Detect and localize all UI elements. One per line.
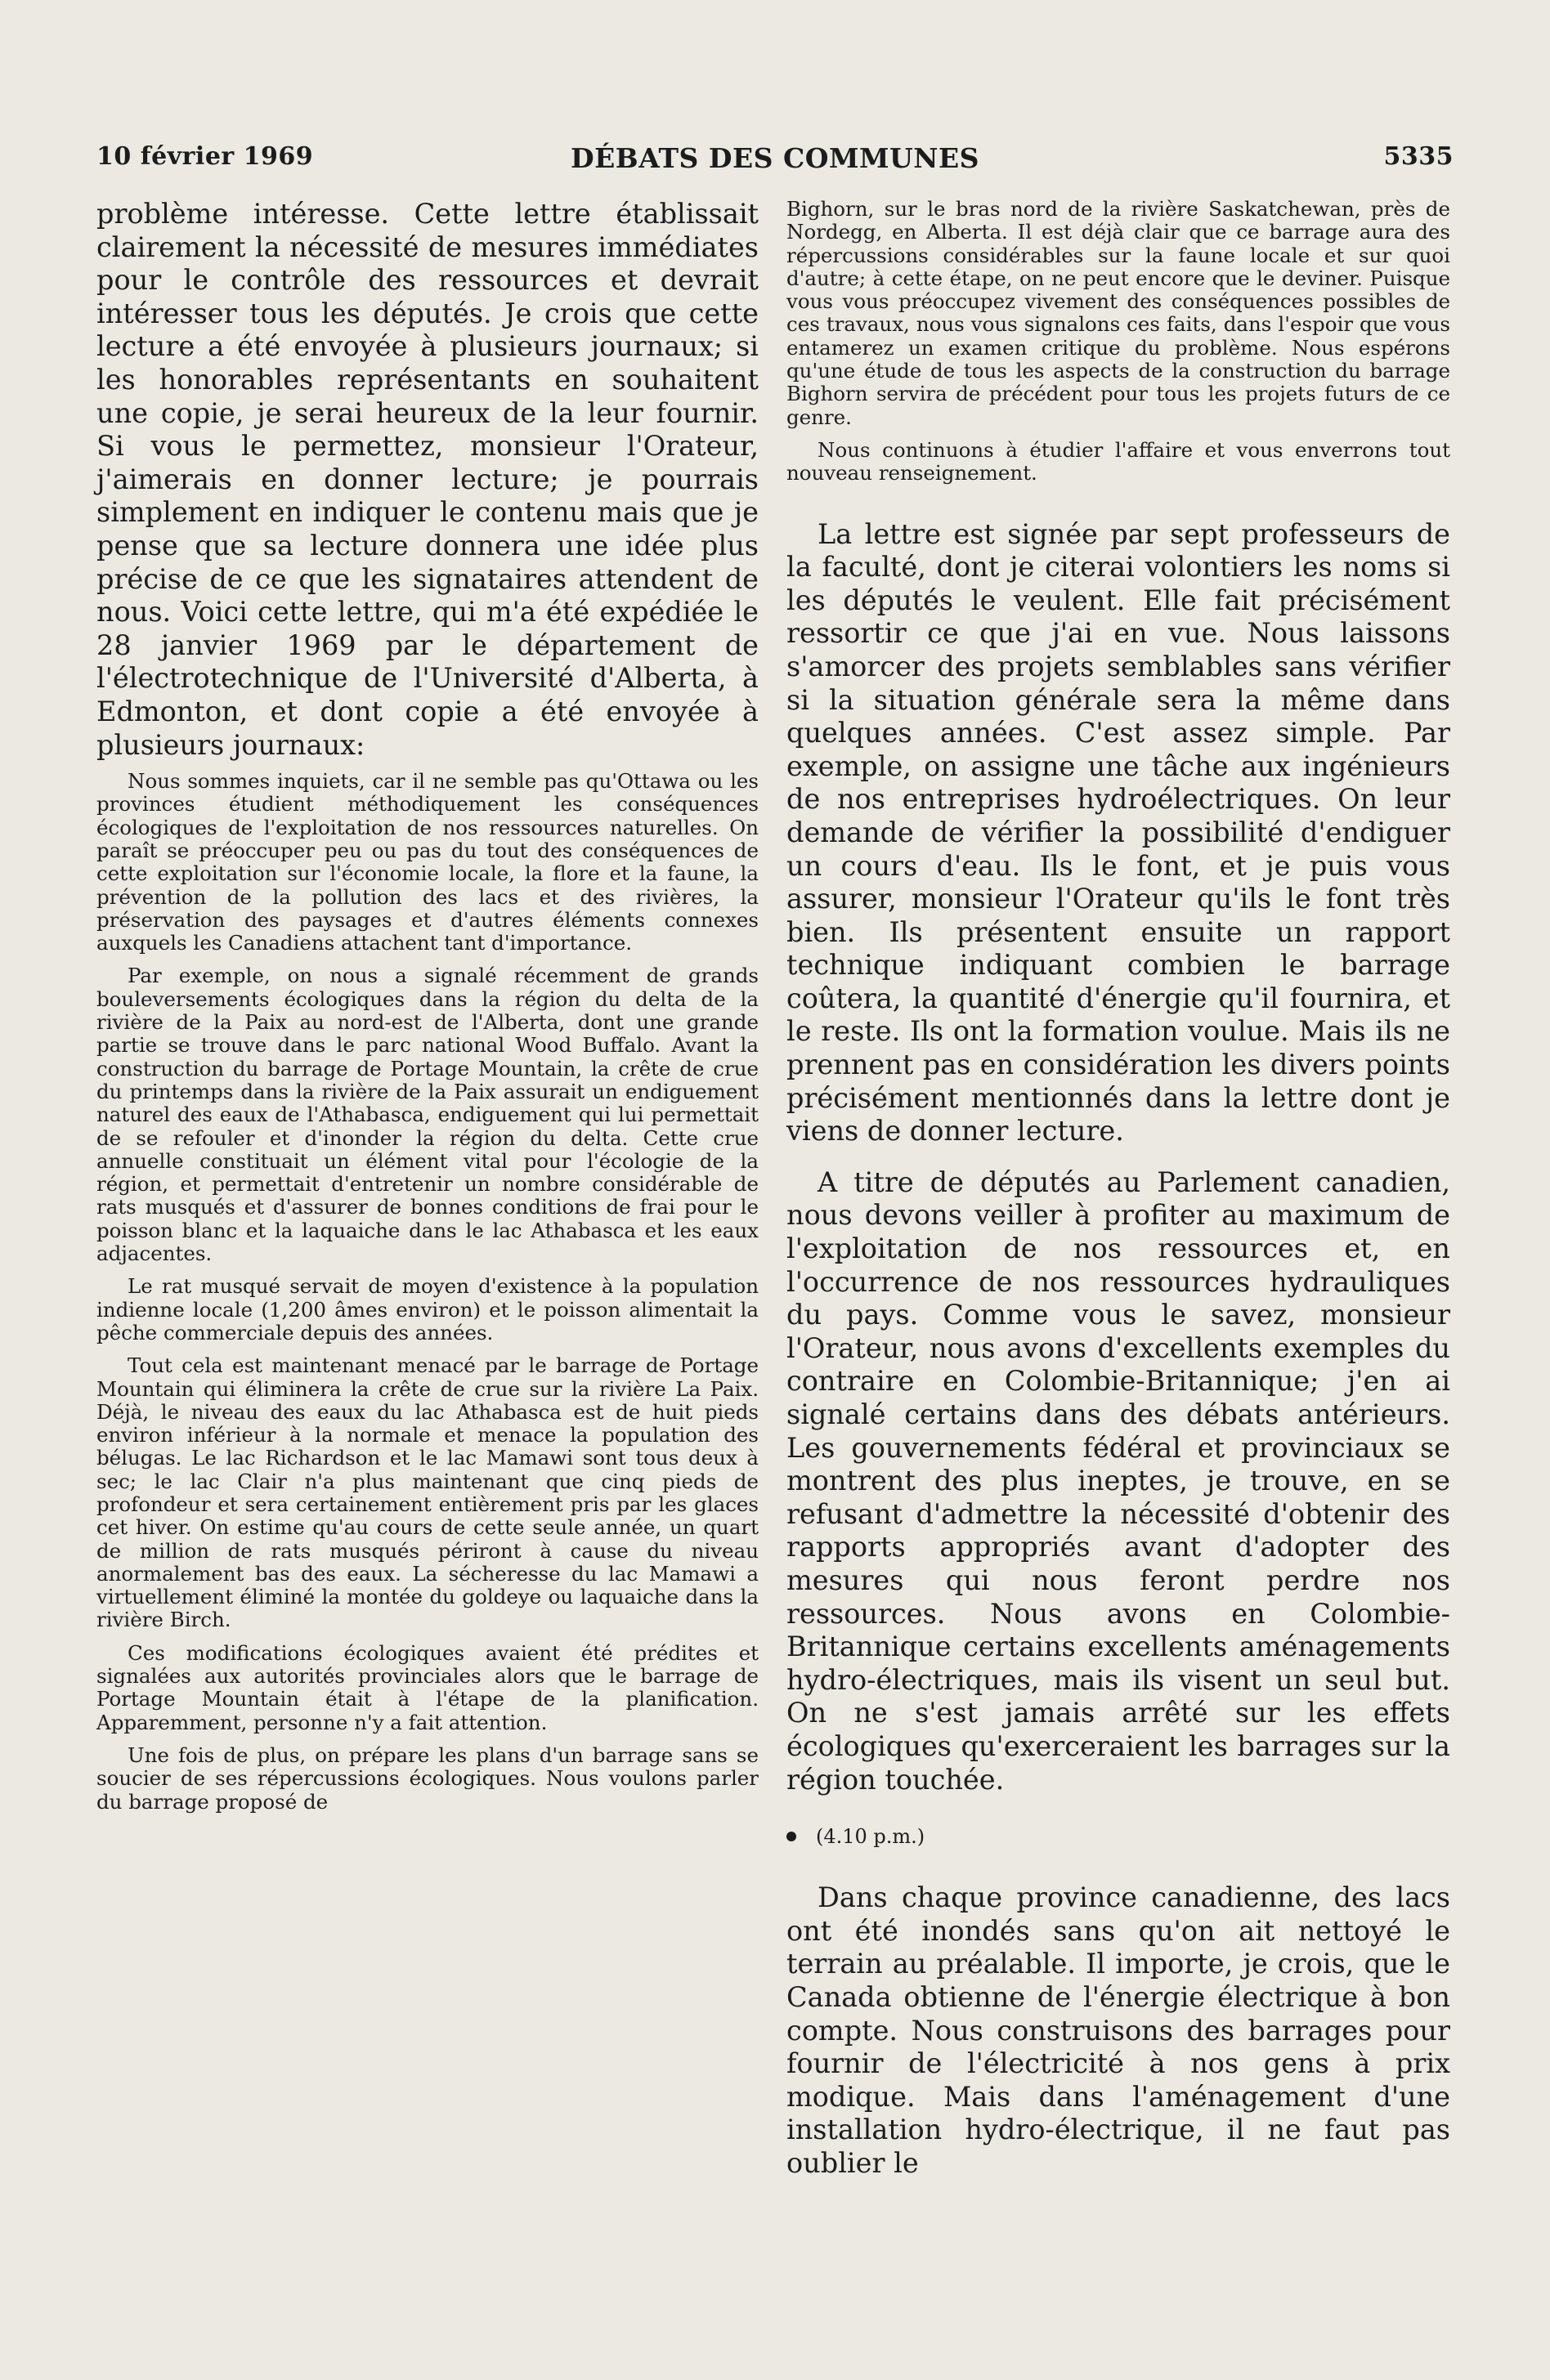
header-title: DÉBATS DES COMMUNES [571,142,979,174]
bullet-icon [786,1832,796,1841]
speech-paragraph: problème intéresse. Cette lettre établissait clairement la nécessité de mesures immédiates pour le contrôle des ressources et devrait intéresser tous les députés. Je crois que cette lecture a été envoyée à plusieurs journaux; si les honorables représentants en souhaitent une copie, je serai heureux de la leur fournir. Si vous le permettez, monsieur l'Orateur, j'aimerais en donner lecture; je pourrais simplement en indiquer le contenu mais que je pense que sa lecture donnera une idée plus précise de ce que les signataires attendent de nous. Voici cette lettre, qui m'a été expédiée le 28 janvier 1969 par le département de l'électrotechnique de l'Université d'Alberta, à Edmonton, et dont copie a été envoyée à plusieurs journaux: [96,198,759,761]
speech-paragraph: Dans chaque province canadienne, des lacs ont été inondés sans qu'on ait nettoyé le terrain au préalable. Il importe, je crois, que le Canada obtienne de l'énergie électrique à bon compte. Nous construisons des barrages pour fournir de l'électricité à nos gens à prix modique. Mais dans l'aménagement d'une installation hydro-électrique, il ne faut pas oublier le [786,1881,1450,2179]
speech-paragraph: La lettre est signée par sept professeurs de la faculté, dont je citerai volontiers les noms si les députés le veulent. Elle fait précisément ressortir ce que j'ai en vue. Nous laissons s'amorcer des projets semblables sans vérifier si la situation générale sera la même dans quelques années. C'est assez simple. Par exemple, on assigne une tâche aux ingénieurs de nos entreprises hydroélectriques. On leur demande de vérifier la possibilité d'endiguer un cours d'eau. Ils le font, et je puis vous assurer, monsieur l'Orateur qu'ils le font très bien. Ils présentent ensuite un rapport technique indiquant combien le barrage coûtera, la quantité d'énergie qu'il fournira, et le reste. Ils ont la formation voulue. Mais ils ne prennent pas en considération les divers points précisément mentionnés dans la lettre dont je viens de donner lecture. [786,517,1450,1148]
page-number: 5335 [1383,142,1454,171]
time-marker [786,1824,1450,1849]
letter-paragraph: Bighorn, sur le bras nord de la rivière Saskatchewan, près de Nordegg, en Alberta. Il est déjà clair que ce barrage aura des répercussions considérables sur la faune locale et sur quoi d'autre; à cette étape, on ne peut encore que le deviner. Puisque vous vous préoccupez vivement des conséquences possibles de ces travaux, nous vous signalons ces faits, dans l'espoir que vous entamerez un examen critique du problème. Nous espérons qu'une étude de tous les aspects de la construction du barrage Bighorn servira de précédent pour tous les projets futurs de ce genre. [786,197,1450,429]
page-header [96,142,1454,175]
right-column [786,198,1450,2180]
time-stamp: (4.10 p.m.) [816,1825,925,1849]
letter-paragraph: Ces modifications écologiques avaient été prédites et signalées aux autorités provinciales alors que le barrage de Portage Mountain était à l'étape de la planification. Apparemment, personne n'y a fait attention. [96,1640,759,1734]
letter-paragraph: Tout cela est maintenant menacé par le barrage de Portage Mountain qui éliminera la crête de crue sur la rivière La Paix. Déjà, le niveau des eaux du lac Athabasca est de huit pieds environ inférieur à la normale et menace la population des bélugas. Le lac Richardson et le lac Mamawi sont tous deux à sec; le lac Clair n'a plus maintenant que cinq pieds de profondeur et sera certainement entièrement pris par les glaces cet hiver. On estime qu'au cours de cette seule année, un quart de million de rats musqués périront à cause du niveau anormalement bas des eaux. La sécheresse du lac Mamawi a virtuellement éliminé la montée du goldeye ou laquaiche dans la rivière Birch. [96,1353,759,1632]
letter-paragraph: Nous sommes inquiets, car il ne semble pas qu'Ottawa ou les provinces étudient méthodiquement les conséquences écologiques de l'exploitation de nos ressources naturelles. On paraît se préoccuper peu ou pas du tout des conséquences de cette exploitation sur l'économie locale, la flore et la faune, la prévention de la pollution des lacs et des rivières, la préservation des paysages et d'autres éléments connexes auxquels les Canadiens attachent tant d'importance. [96,769,759,955]
letter-paragraph: Nous continuons à étudier l'affaire et vous enverrons tout nouveau renseignement. [786,437,1450,485]
letter-paragraph: Le rat musqué servait de moyen d'existence à la population indienne locale (1,200 âmes environ) et le poisson alimentait la pêche commerciale depuis des années. [96,1274,759,1344]
left-column [96,198,759,1814]
letter-paragraph: Une fois de plus, on prépare les plans d'un barrage sans se soucier de ses répercussions écologiques. Nous voulons parler du barrage proposé de [96,1742,759,1814]
speech-paragraph: A titre de députés au Parlement canadien, nous devons veiller à profiter au maximum de l'exploitation de nos ressources et, en l'occurrence de nos ressources hydrauliques du pays. Comme vous le savez, monsieur l'Orateur, nous avons d'excellents exemples du contraire en Colombie-Britannique; j'en ai signalé certains dans des débats antérieurs. Les gouvernements fédéral et provinciaux se montrent des plus ineptes, je trouve, en se refusant d'admettre la nécessité d'obtenir des rapports appropriés avant d'adopter des mesures qui nous feront perdre nos ressources. Nous avons en Colombie-Britannique certains excellents aménagements hydro-électriques, mais ils visent un seul but. On ne s'est jamais arrêté sur les effets écologiques qu'exerceraient les barrages sur la région touchée. [786,1165,1450,1796]
header-date: 10 février 1969 [96,142,314,171]
letter-paragraph: Par exemple, on nous a signalé récemment de grands bouleversements écologiques dans la région du delta de la rivière de la Paix au nord-est de l'Alberta, dont une grande partie se trouve dans le parc national Wood Buffalo. Avant la construction du barrage de Portage Mountain, la crête de crue du printemps dans la rivière de la Paix assurait un endiguement naturel des eaux de l'Athabasca, endiguement qui lui permettait de se refouler et d'inonder la région du delta. Cette crue annuelle constituait un élément vital pour l'écologie de la région, et permettait d'entretenir un nombre considérable de rats musqués et d'assurer de bonnes conditions de frai pour le poisson blanc et la laquaiche dans le lac Athabasca et les eaux adjacentes. [96,964,759,1266]
